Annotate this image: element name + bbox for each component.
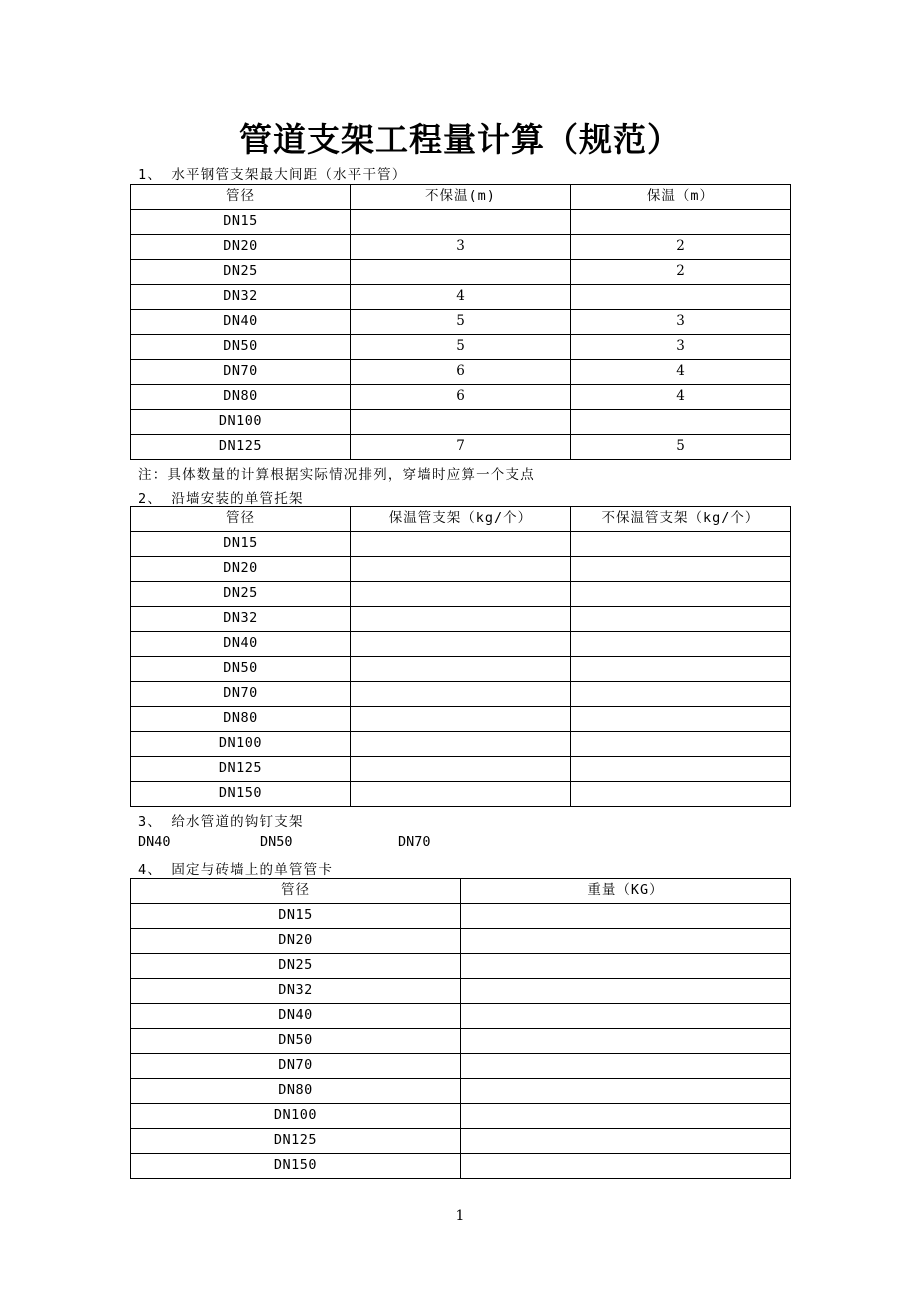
pipe-size-cell: DN150	[131, 1154, 461, 1179]
table-row	[131, 929, 791, 954]
table-row	[131, 657, 791, 682]
value-cell	[351, 260, 571, 285]
table-row	[131, 782, 791, 807]
table-row	[131, 1004, 791, 1029]
hook-item: DN40	[138, 834, 171, 850]
table-row	[131, 707, 791, 732]
value-cell	[571, 682, 791, 707]
table-row	[131, 285, 791, 310]
value-cell: 2	[571, 235, 791, 260]
pipe-size-cell: DN100	[131, 732, 351, 757]
value-cell: 4	[571, 385, 791, 410]
table-row	[131, 682, 791, 707]
pipe-size-cell: DN125	[131, 1129, 461, 1154]
table-row	[131, 979, 791, 1004]
table-row	[131, 557, 791, 582]
pipe-size-cell: DN70	[131, 360, 351, 385]
column-header: 保温（m）	[571, 185, 791, 210]
column-header: 重量（KG）	[461, 879, 791, 904]
value-cell	[571, 582, 791, 607]
table-row	[131, 1129, 791, 1154]
table-row	[131, 632, 791, 657]
value-cell	[351, 607, 571, 632]
section1-header-row	[131, 185, 791, 210]
section2-table	[130, 506, 791, 807]
pipe-size-cell: DN40	[131, 632, 351, 657]
pipe-size-cell: DN100	[131, 410, 351, 435]
value-cell	[351, 582, 571, 607]
table-row	[131, 1029, 791, 1054]
value-cell	[351, 410, 571, 435]
value-cell	[351, 210, 571, 235]
section1-table	[130, 184, 791, 460]
value-cell: 4	[351, 285, 571, 310]
pipe-size-cell: DN15	[131, 532, 351, 557]
table-row	[131, 1104, 791, 1129]
pipe-size-cell: DN125	[131, 757, 351, 782]
value-cell: 5	[351, 310, 571, 335]
table-row	[131, 410, 791, 435]
value-cell	[571, 210, 791, 235]
pipe-size-cell: DN32	[131, 979, 461, 1004]
table-row	[131, 582, 791, 607]
table-row	[131, 954, 791, 979]
table-row	[131, 235, 791, 260]
table-row	[131, 335, 791, 360]
value-cell	[571, 782, 791, 807]
value-cell: 6	[351, 360, 571, 385]
value-cell	[351, 707, 571, 732]
value-cell	[461, 1129, 791, 1154]
section4-header-row	[131, 879, 791, 904]
value-cell	[461, 1054, 791, 1079]
value-cell	[571, 632, 791, 657]
value-cell	[461, 904, 791, 929]
value-cell	[461, 1154, 791, 1179]
value-cell: 5	[351, 335, 571, 360]
value-cell	[571, 657, 791, 682]
table-row	[131, 607, 791, 632]
section2-heading: 2、 沿墙安装的单管托架	[138, 491, 304, 507]
pipe-size-cell: DN32	[131, 607, 351, 632]
pipe-size-cell: DN125	[131, 435, 351, 460]
pipe-size-cell: DN80	[131, 385, 351, 410]
section3-heading: 3、 给水管道的钩钉支架	[138, 814, 304, 830]
value-cell	[571, 607, 791, 632]
table-row	[131, 360, 791, 385]
value-cell	[571, 732, 791, 757]
section4-table	[130, 878, 791, 1179]
value-cell	[351, 557, 571, 582]
table-row	[131, 1154, 791, 1179]
value-cell	[461, 1079, 791, 1104]
value-cell	[571, 557, 791, 582]
pipe-size-cell: DN50	[131, 335, 351, 360]
value-cell	[351, 782, 571, 807]
column-header: 管径	[131, 879, 461, 904]
value-cell: 6	[351, 385, 571, 410]
pipe-size-cell: DN25	[131, 954, 461, 979]
value-cell	[351, 632, 571, 657]
value-cell	[351, 682, 571, 707]
value-cell: 3	[571, 310, 791, 335]
value-cell	[461, 929, 791, 954]
value-cell	[571, 757, 791, 782]
value-cell	[461, 979, 791, 1004]
page-number: 1	[455, 1208, 465, 1224]
column-header: 保温管支架（kg/个）	[351, 507, 571, 532]
value-cell: 3	[571, 335, 791, 360]
table-row	[131, 532, 791, 557]
value-cell	[351, 657, 571, 682]
pipe-size-cell: DN25	[131, 582, 351, 607]
table-row	[131, 260, 791, 285]
table-row	[131, 385, 791, 410]
value-cell: 2	[571, 260, 791, 285]
value-cell	[571, 707, 791, 732]
value-cell	[351, 757, 571, 782]
pipe-size-cell: DN32	[131, 285, 351, 310]
hook-item: DN50	[260, 834, 293, 850]
section2-header-row	[131, 507, 791, 532]
hook-item: DN70	[398, 834, 431, 850]
section1-heading: 1、 水平钢管支架最大间距（水平干管）	[138, 167, 407, 183]
pipe-size-cell: DN50	[131, 1029, 461, 1054]
pipe-size-cell: DN20	[131, 929, 461, 954]
value-cell	[571, 532, 791, 557]
pipe-size-cell: DN150	[131, 782, 351, 807]
table-row	[131, 732, 791, 757]
value-cell	[461, 1004, 791, 1029]
column-header: 不保温管支架（kg/个）	[571, 507, 791, 532]
pipe-size-cell: DN40	[131, 310, 351, 335]
pipe-size-cell: DN20	[131, 235, 351, 260]
pipe-size-cell: DN80	[131, 1079, 461, 1104]
table-row	[131, 210, 791, 235]
table-row	[131, 1079, 791, 1104]
value-cell	[351, 732, 571, 757]
table-row	[131, 310, 791, 335]
table-row	[131, 757, 791, 782]
value-cell	[571, 285, 791, 310]
value-cell	[351, 532, 571, 557]
value-cell: 5	[571, 435, 791, 460]
section1-note: 注：具体数量的计算根据实际情况排列，穿墙时应算一个支点	[138, 467, 535, 483]
value-cell	[461, 1104, 791, 1129]
value-cell	[461, 1029, 791, 1054]
value-cell	[571, 410, 791, 435]
table-row	[131, 435, 791, 460]
pipe-size-cell: DN25	[131, 260, 351, 285]
value-cell: 7	[351, 435, 571, 460]
table-row	[131, 904, 791, 929]
pipe-size-cell: DN40	[131, 1004, 461, 1029]
pipe-size-cell: DN70	[131, 682, 351, 707]
value-cell	[461, 954, 791, 979]
pipe-size-cell: DN50	[131, 657, 351, 682]
value-cell: 3	[351, 235, 571, 260]
pipe-size-cell: DN70	[131, 1054, 461, 1079]
section4-heading: 4、 固定与砖墙上的单管管卡	[138, 862, 334, 878]
pipe-size-cell: DN100	[131, 1104, 461, 1129]
pipe-size-cell: DN20	[131, 557, 351, 582]
column-header: 管径	[131, 507, 351, 532]
column-header: 不保温(m)	[351, 185, 571, 210]
table-row	[131, 1054, 791, 1079]
pipe-size-cell: DN15	[131, 904, 461, 929]
value-cell: 4	[571, 360, 791, 385]
page-title: 管道支架工程量计算（规范）	[239, 120, 681, 159]
pipe-size-cell: DN80	[131, 707, 351, 732]
pipe-size-cell: DN15	[131, 210, 351, 235]
column-header: 管径	[131, 185, 351, 210]
